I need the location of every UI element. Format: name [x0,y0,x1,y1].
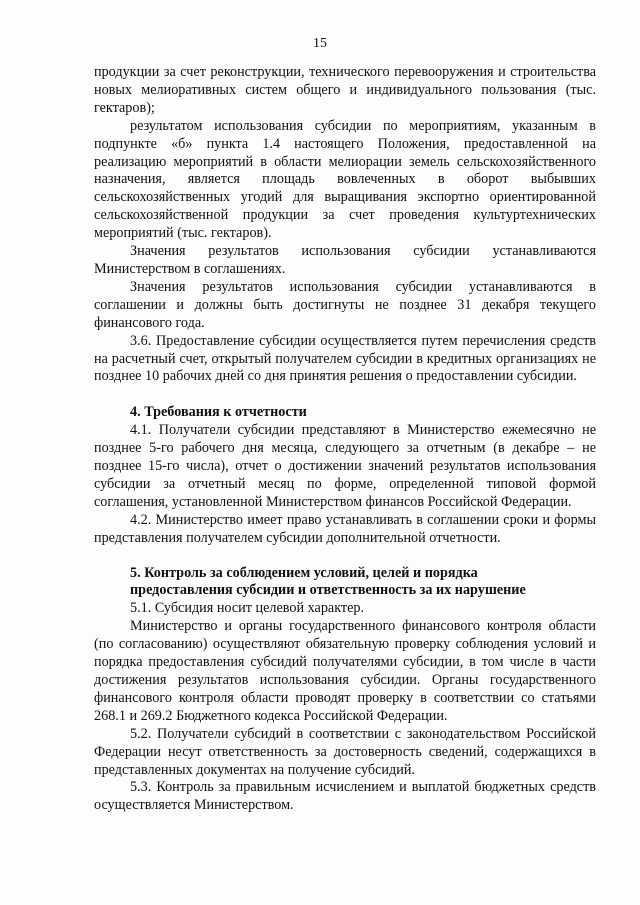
page-number: 15 [313,36,327,51]
paragraph-continuation: продукции за счет реконструкции, технического перевооружения и строительства новых мелиоративных систем общего и индивидуального пользования (тыс. гектаров); [94,64,596,116]
section-4-title: 4. Требования к отчетности [130,404,307,421]
paragraph-control-bodies: Министерство и органы государственного финансового контроля области (по согласованию) осуществляют обязательную проверку соблюдения условий и порядка предоставления субсидий получателями субсидии, в том числе в части достижения результатов использования субсидии. Органы государственного финансового контроля области проводят проверку в соответствии со статьями 268.1 и 269.2 Бюджетного кодекса Российской Федерации. [94,618,596,724]
paragraph-values-ministry: Значения результатов использования субсидии устанавливаются Министерством в соглашениях. [94,243,596,277]
paragraph-values-agreement: Значения результатов использования субсидии устанавливаются в соглашении и должны быть достигнуты не позднее 31 декабря текущего финансового года. [94,278,596,331]
section-5-title-line1: 5. Контроль за соблюдением условий, целей и порядка [130,564,478,581]
paragraph-5-1: 5.1. Субсидия носит целевой характер. [130,600,365,617]
paragraph-5-3: 5.3. Контроль за правильным исчислением и выплатой бюджетных средств осуществляется Министерством. [94,779,596,814]
paragraph-5-2: 5.2. Получатели субсидий в соответствии с законодательством Российской Федерации несут ответственность за достоверность сведений, содержащихся в представленных документах на получение субсидий. [94,725,596,778]
section-5-title-line2: предоставления субсидии и ответственность за их нарушение [130,582,526,599]
paragraph-3-6: 3.6. Предоставление субсидии осуществляется путем перечисления средств на расчетный счет, открытый получателем субсидии в кредитных организациях не позднее 10 рабочих дней со дня принятия решения о предоставлении субсидии. [94,332,596,385]
document-body [94,64,596,815]
paragraph-result-subsidy: результатом использования субсидии по мероприятиям, указанным в подпункте «б» пункта 1.4 настоящего Положения, предоставленной на реализацию мероприятий в области мелиорации земель сельскохозяйственного назначения, является площадь вовлеченных в оборот выбывших сельскохозяйственных угодий для выращивания экспортно ориентированной сельскохозяйственной продукции за счет проведения культуртехнических мероприятий (тыс. гектаров). [94,117,596,242]
paragraph-4-2: 4.2. Министерство имеет право устанавливать в соглашении сроки и формы представления получателем субсидии дополнительной отчетности. [94,511,596,546]
paragraph-4-1: 4.1. Получатели субсидии представляют в Министерство ежемесячно не позднее 5-го рабочего дня месяца, следующего за отчетным (в декабре – не позднее 15-го числа), отчет о достижении значений результатов использования субсидии за отчетный месяц по форме, определенной типовой формой соглашения, установленной Министерством финансов Российской Федерации. [94,422,596,510]
